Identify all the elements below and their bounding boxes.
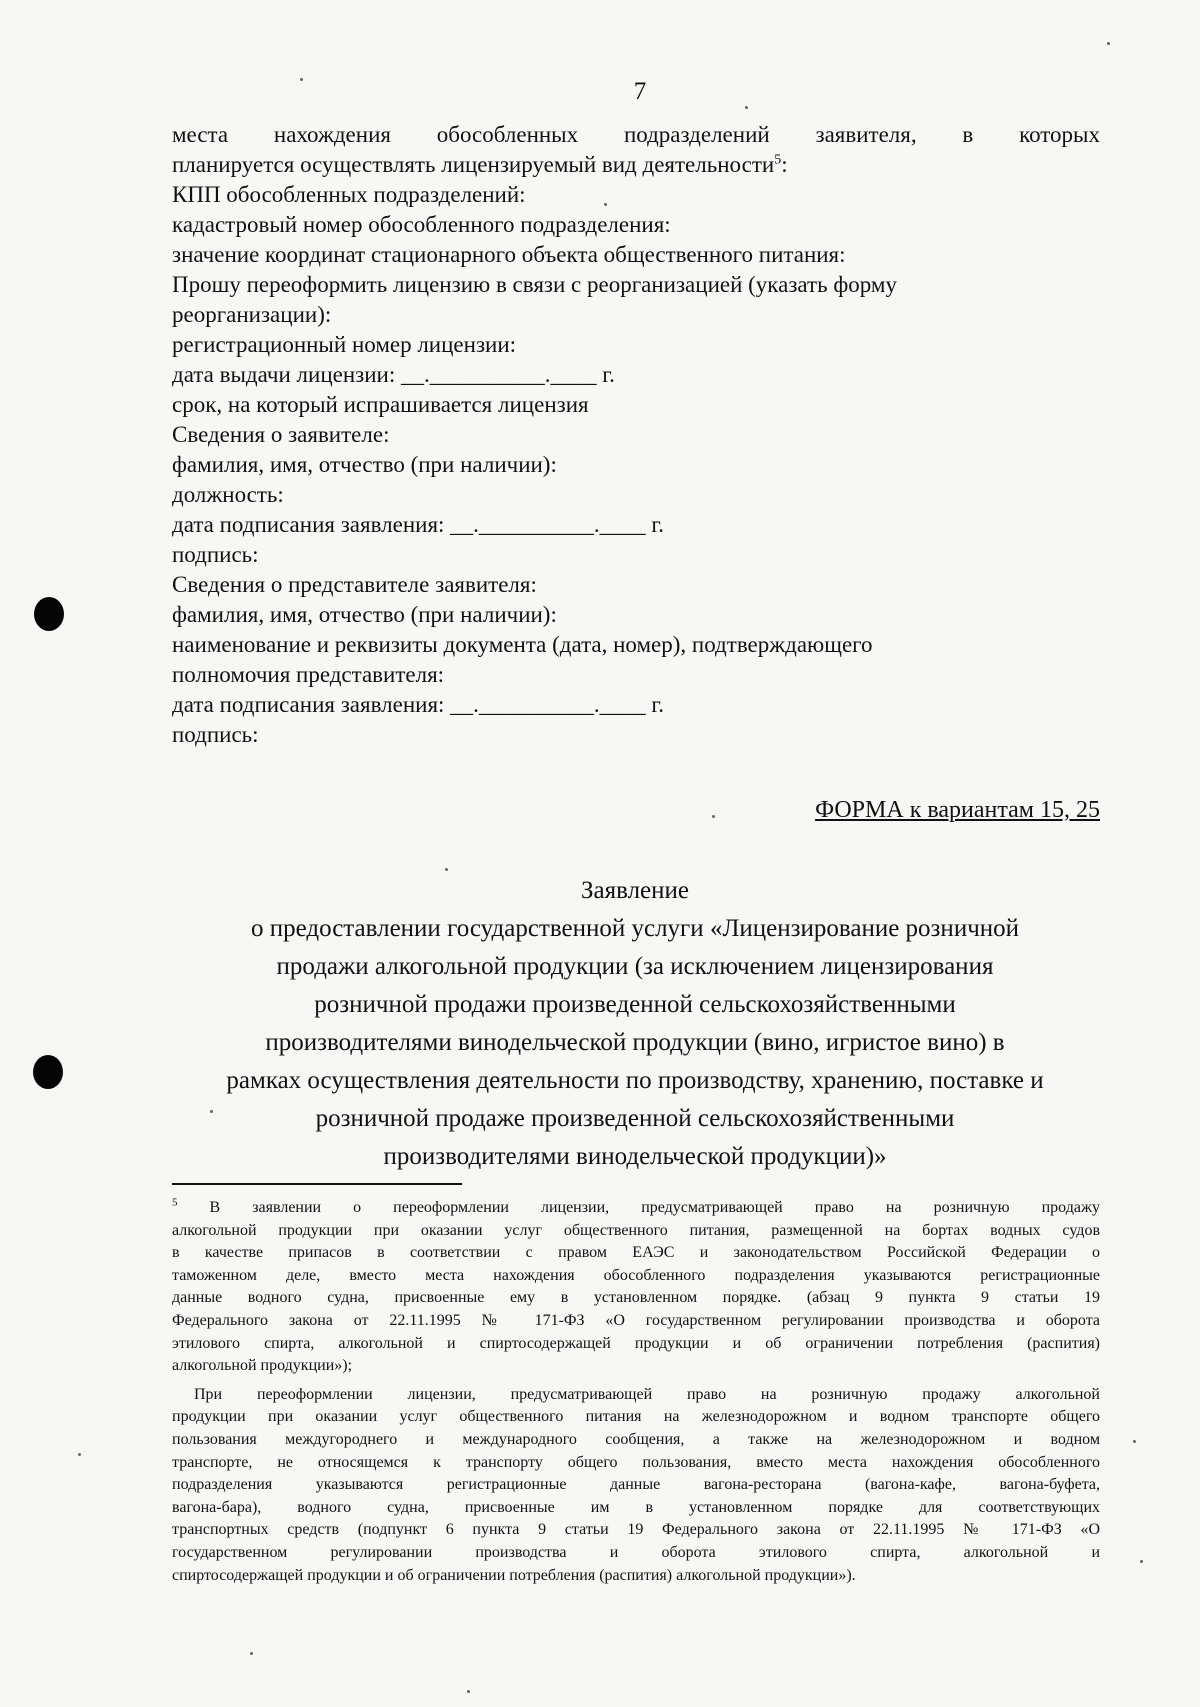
scan-speck [300, 78, 303, 81]
form-line [172, 210, 1100, 240]
form-line [172, 690, 1100, 720]
form-line [172, 630, 1100, 660]
form-line-text: дата подписания заявления: __.__________.____ г. [172, 512, 665, 537]
form-line [172, 720, 1100, 750]
page-number: 7 [633, 78, 647, 105]
form-line-text: подпись: [172, 722, 259, 747]
form-line [172, 240, 1100, 270]
statement-line: производителями винодельческой продукции)» [383, 1143, 887, 1170]
form-line-text: Сведения о заявителе: [172, 422, 390, 447]
footnote-line-text: подразделения указываются регистрационные данные вагона-ресторана (вагона-кафе, вагона-буфета, [172, 1476, 1100, 1494]
form-line [172, 450, 1100, 480]
form-line [172, 360, 1100, 390]
form-line [172, 420, 1100, 450]
form-line-text: подпись: [172, 542, 259, 567]
statement-line: продажи алкогольной продукции (за исключением лицензирования [276, 953, 994, 980]
statement-line: розничной продаже произведенной сельскохозяйственными [315, 1105, 955, 1132]
form-line-text: значение координат стационарного объекта общественного питания: [172, 242, 846, 267]
footnote-line-text: государственном регулировании производства и оборота этилового спирта, алкогольной и [172, 1543, 1100, 1561]
statement-title [150, 872, 1120, 1176]
form-line-text: фамилия, имя, отчество (при наличии): [172, 602, 557, 627]
scan-speck [210, 1110, 213, 1113]
footnote-line [172, 1519, 1100, 1542]
footnote-line-text: таможенном деле, вместо места нахождения обособленного подразделения указываются регистрационные [172, 1266, 1100, 1284]
form-line [172, 300, 1100, 330]
footnote-reference: 5 [774, 152, 782, 168]
form-line [172, 150, 1100, 180]
footnote-line [172, 1406, 1100, 1429]
footnote-line [172, 1565, 1100, 1588]
footnote-line [172, 1429, 1100, 1452]
footnote-line [172, 1333, 1100, 1356]
footnote-line-text: алкогольной продукции»); [172, 1357, 353, 1375]
statement-line: о предоставлении государственной услуги «Лицензирование розничной [250, 915, 1020, 942]
form-line-text: Сведения о представителе заявителя: [172, 572, 537, 597]
footnote-text: В заявлении о переоформлении лицензии, предусматривающей право на розничную продажу [177, 1199, 1100, 1216]
footnote-line-text: этилового спирта, алкогольной и спиртосодержащей продукции и об ограничении потребления (распития) [172, 1334, 1100, 1352]
form-fields-text [172, 120, 1100, 750]
form-line-text: кадастровый номер обособленного подразделения: [172, 212, 671, 237]
form-line-text: реорганизации): [172, 302, 332, 327]
footnote-line [172, 1384, 1100, 1407]
form-line-text: должность: [172, 482, 284, 507]
form-line-text: дата выдачи лицензии: __.__________.____ г. [172, 362, 615, 387]
form-line [172, 480, 1100, 510]
footnote-line-text: спиртосодержащей продукции и об ограничении потребления (распития) алкогольной продукции»). [172, 1566, 856, 1584]
footnote-line-text: в качестве припасов в соответствии с правом ЕАЭС и законодательством Российской Федерации о [172, 1244, 1100, 1262]
scan-speck [712, 815, 715, 818]
statement-line: производителями винодельческой продукции (вино, игристое вино) в [265, 1029, 1005, 1056]
form-line-text: КПП обособленных подразделений: [172, 182, 526, 207]
footnote-line [172, 1542, 1100, 1565]
punch-hole [33, 1055, 63, 1089]
footnote-line [172, 1265, 1100, 1288]
form-line [172, 510, 1100, 540]
footnote-line-text: продукции при оказании услуг общественного питания на железнодорожном и водном транспорте общего [172, 1408, 1100, 1426]
footnote-line [172, 1287, 1100, 1310]
footnote-line-text: При переоформлении лицензии, предусматривающей право на розничную продажу алкогольной [194, 1385, 1100, 1403]
footnote-line [172, 1310, 1100, 1333]
statement-line: рамках осуществления деятельности по производству, хранению, поставке и [226, 1067, 1044, 1094]
footnote-line-text: транспорте, не относящемся к транспорту общего пользования, вместо места нахождения обособленного [172, 1453, 1100, 1471]
footnote-line [172, 1355, 1100, 1378]
statement-heading: Заявление [580, 877, 690, 904]
form-line [172, 570, 1100, 600]
footnote-line-text: данные водного судна, присвоенные ему в установленном порядке. (абзац 9 пункта 9 статьи 19 [172, 1289, 1100, 1307]
footnote-line-text: транспортных средств (подпункт 6 пункта 9 статьи 19 Федерального закона от 22.11.1995 № 171-ФЗ «О [172, 1521, 1100, 1539]
scan-speck [745, 106, 748, 109]
form-line-text: места нахождения обособленных подразделений заявителя, в которых [172, 122, 1100, 147]
form-line [172, 180, 1100, 210]
form-line-text: регистрационный номер лицензии: [172, 332, 517, 357]
scan-speck [467, 1690, 470, 1693]
footnote-line [172, 1197, 1100, 1220]
scan-speck [78, 1453, 81, 1456]
form-line [172, 600, 1100, 630]
footnote-line-text: пользования междугороднего и международного сообщения, а также на железнодорожном и водном [172, 1430, 1100, 1448]
statement-line: розничной продажи произведенной сельскохозяйственными [314, 991, 956, 1018]
form-heading: ФОРМА к вариантам 15, 25 [815, 797, 1100, 823]
form-line-text: фамилия, имя, отчество (при наличии): [172, 452, 557, 477]
footnote-line [172, 1497, 1100, 1520]
form-line [172, 390, 1100, 420]
form-line [172, 330, 1100, 360]
scan-speck [250, 1652, 253, 1655]
scan-speck [604, 203, 607, 206]
footnote-line-text: Федерального закона от 22.11.1995 № 171-ФЗ «О государственном регулировании производства и оборота [172, 1311, 1100, 1329]
line-suffix: : [781, 152, 788, 177]
scan-speck [445, 868, 448, 871]
scan-speck [1107, 42, 1110, 45]
form-line [172, 660, 1100, 690]
form-line-text: Прошу переоформить лицензию в связи с реорганизацией (указать форму [172, 272, 897, 297]
form-line-text: наименование и реквизиты документа (дата, номер), подтверждающего [172, 632, 873, 657]
scan-speck [1133, 1440, 1136, 1443]
footnote-line [172, 1474, 1100, 1497]
footnote-separator [172, 1183, 462, 1185]
form-line-text: полномочия представителя: [172, 662, 445, 687]
footnote-line [172, 1242, 1100, 1265]
form-line [172, 540, 1100, 570]
footnotes [172, 1197, 1100, 1587]
footnote-line [172, 1220, 1100, 1243]
form-line-text: планируется осуществлять лицензируемый вид деятельности [172, 152, 775, 177]
footnote-line-text: алкогольной продукции при оказании услуг общественного питания, размещенной на бортах водных судов [172, 1221, 1100, 1239]
form-line [172, 120, 1100, 150]
footnote-marker: 5 [172, 1196, 178, 1209]
footnote-line-text: вагона-бара), водного судна, присвоенные им в установленном порядке для соответствующих [172, 1498, 1100, 1516]
form-line [172, 270, 1100, 300]
footnote-line [172, 1452, 1100, 1475]
form-line-text: срок, на который испрашивается лицензия [172, 392, 589, 417]
punch-hole [34, 597, 64, 631]
scan-speck [1140, 1560, 1143, 1563]
form-line-text: дата подписания заявления: __.__________.____ г. [172, 692, 665, 717]
